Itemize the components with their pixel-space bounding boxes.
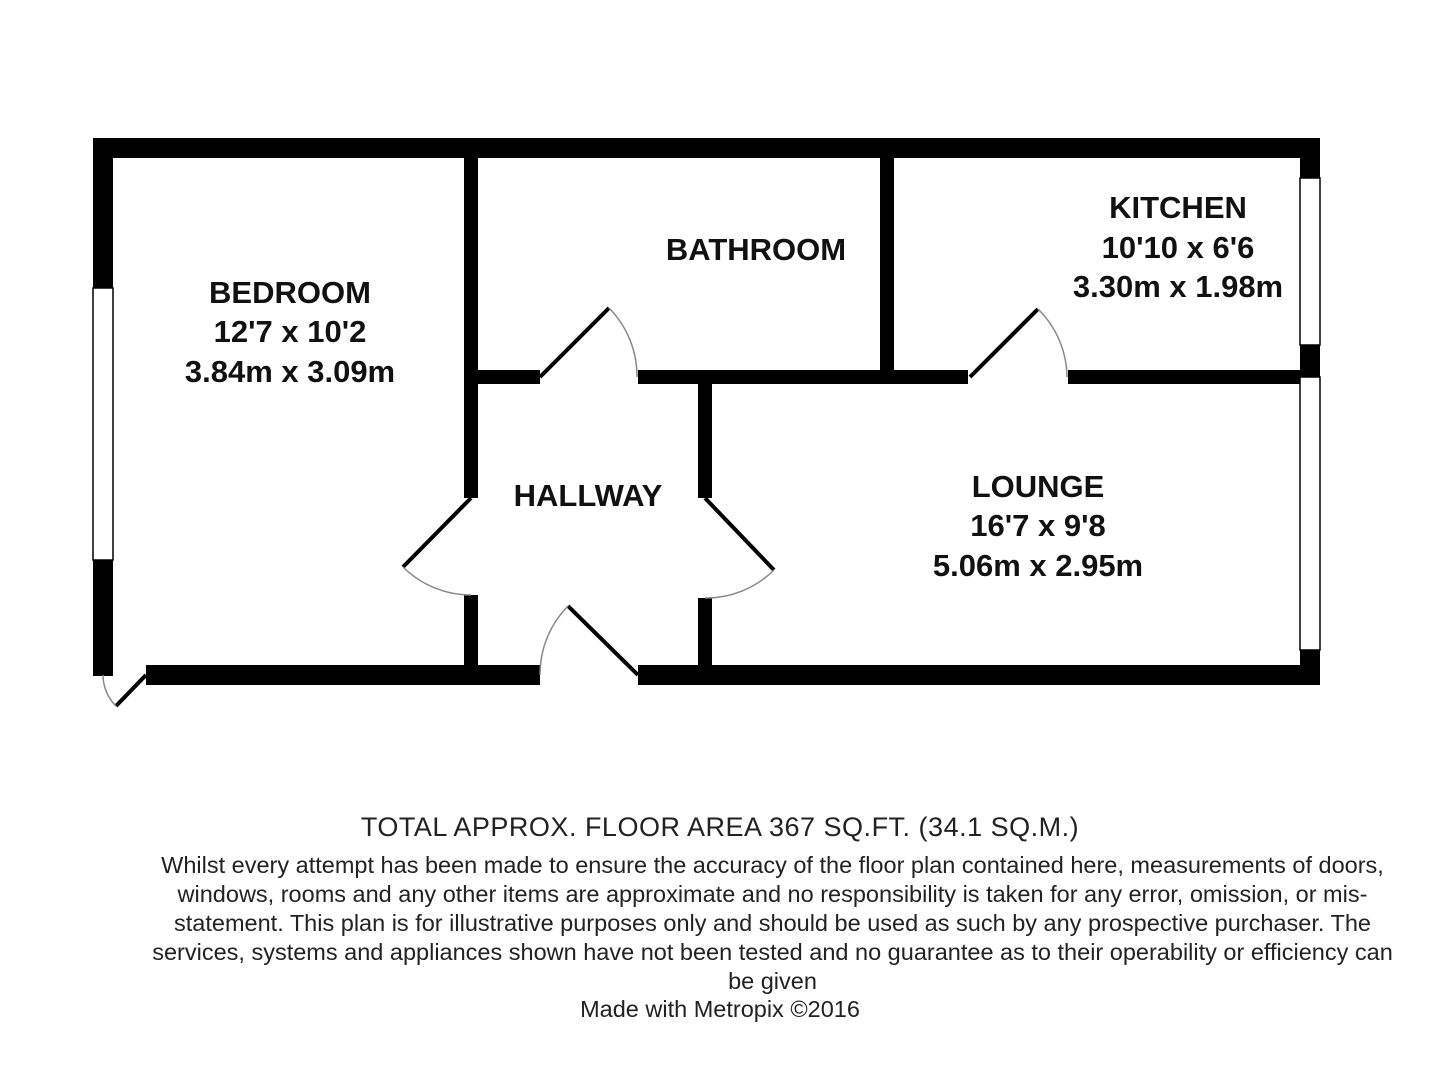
wall-kitchen-lounge bbox=[1068, 370, 1300, 384]
door-bathroom-leaf bbox=[540, 308, 609, 377]
wall-left-upper bbox=[93, 138, 113, 288]
wall-bedroom-hall-lower bbox=[464, 595, 478, 667]
door-kitchen-leaf bbox=[970, 309, 1038, 377]
door-external-swing bbox=[103, 675, 116, 706]
wall-bath-kitchen bbox=[880, 158, 894, 378]
wall-hall-lounge-lower bbox=[698, 598, 712, 667]
wall-right-upper bbox=[1300, 138, 1320, 178]
door-bedroom-leaf bbox=[403, 498, 471, 567]
wall-top bbox=[93, 138, 1320, 158]
door-bathroom-swing bbox=[609, 308, 637, 377]
wall-bottom-right bbox=[638, 665, 1320, 685]
lounge-name: LOUNGE bbox=[971, 469, 1105, 504]
room-labels bbox=[185, 190, 1283, 583]
door-bedroom-swing bbox=[403, 567, 471, 595]
kitchen-metric: 3.30m x 1.98m bbox=[1072, 269, 1284, 304]
kitchen-imperial: 10'10 x 6'6 bbox=[1101, 230, 1255, 265]
kitchen-name: KITCHEN bbox=[1109, 190, 1247, 225]
wall-hall-bath-left bbox=[478, 370, 540, 384]
window-lounge bbox=[1300, 377, 1320, 650]
wall-bottom-left bbox=[146, 665, 540, 685]
door-entrance-leaf bbox=[568, 606, 638, 675]
door-external-leaf bbox=[116, 675, 146, 706]
bathroom-name: BATHROOM bbox=[665, 232, 847, 267]
window-kitchen bbox=[1300, 178, 1320, 345]
credit-text: Made with Metropix ©2016 bbox=[580, 996, 860, 1022]
door-entrance-swing bbox=[540, 606, 568, 675]
bedroom-name: BEDROOM bbox=[209, 275, 371, 310]
hallway-name: HALLWAY bbox=[513, 478, 663, 513]
lounge-imperial: 16'7 x 9'8 bbox=[970, 508, 1106, 543]
wall-right-mid bbox=[1300, 345, 1320, 377]
wall-bedroom-hall-upper bbox=[464, 158, 478, 498]
bedroom-imperial: 12'7 x 10'2 bbox=[213, 314, 367, 349]
wall-bath-lounge bbox=[638, 370, 968, 384]
bedroom-metric: 3.84m x 3.09m bbox=[184, 354, 396, 389]
total-floor-area: TOTAL APPROX. FLOOR AREA 367 SQ.FT. (34.1 SQ.M.) bbox=[360, 812, 1080, 842]
door-lounge-leaf bbox=[705, 498, 774, 570]
wall-hall-lounge-upper bbox=[698, 384, 712, 498]
door-kitchen-swing bbox=[1038, 309, 1067, 377]
wall-left-lower bbox=[93, 560, 113, 676]
window-bedroom bbox=[93, 288, 113, 560]
lounge-metric: 5.06m x 2.95m bbox=[932, 548, 1144, 583]
door-lounge-swing bbox=[705, 570, 774, 598]
disclaimer-text: Whilst every attempt has been made to ensure the accuracy of the floor plan contained here, measurements of doors, windows, rooms and any other items are approximate and no responsibility is taken for any error, omission, or mis-statement. This plan is for illustrative purposes only and should be used as such by any prospective purchaser. The services, systems and appliances shown have not been tested and no guarantee as to their operability or efficiency can be given bbox=[152, 852, 1393, 994]
